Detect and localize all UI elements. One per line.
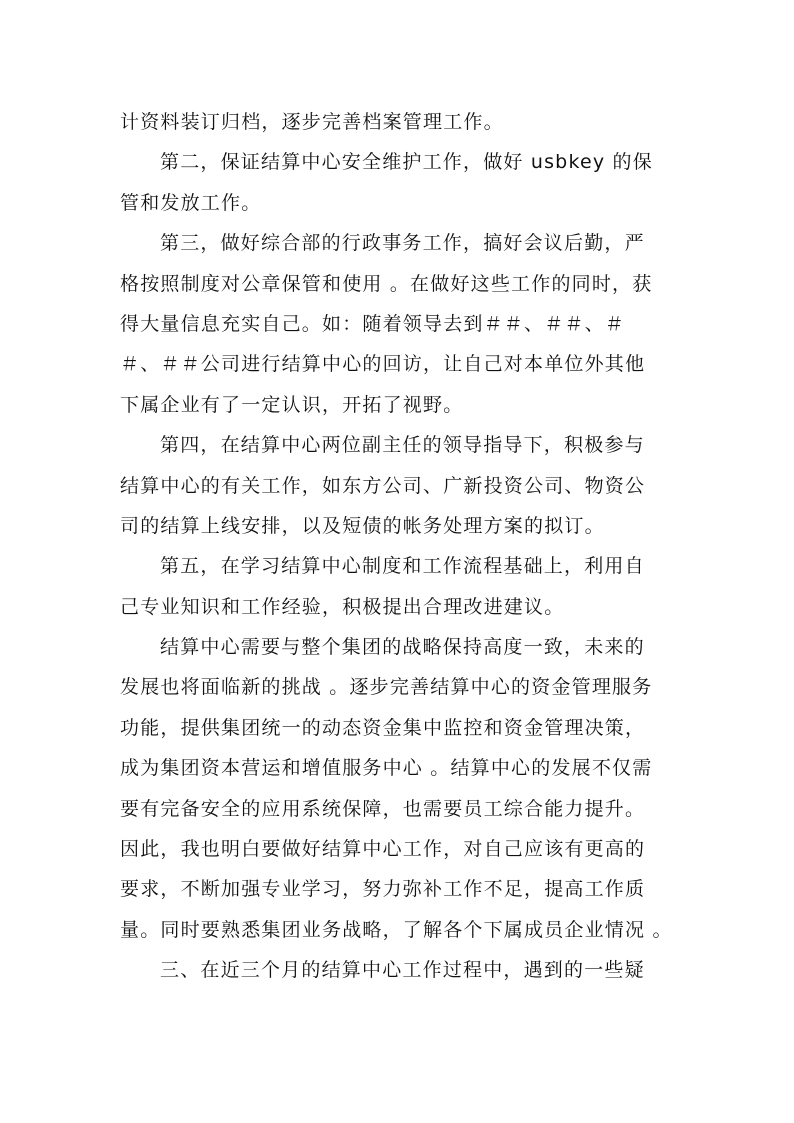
text-line: 要求，不断加强专业学习，努力弥补工作不足，提高工作质 xyxy=(120,878,646,901)
text-line: 量。同时要熟悉集团业务战略，了解各个下属成员企业情况 。 xyxy=(120,918,673,941)
text-line: 成为集团资本营运和增值服务中心 。结算中心的发展不仅需 xyxy=(120,757,653,780)
text-line: 三、在近三个月的结算中心工作过程中，遇到的一些疑 xyxy=(160,959,645,982)
text-line: ＃、＃＃公司进行结算中心的回访，让自己对本单位外其他 xyxy=(120,353,646,376)
text-line: 第二，保证结算中心安全维护工作，做好 usbkey 的保 xyxy=(160,151,653,174)
text-line: 格按照制度对公章保管和使用 。在做好这些工作的同时，获 xyxy=(120,272,653,295)
text-line: 第五，在学习结算中心制度和工作流程基础上，利用自 xyxy=(160,555,645,578)
text-line: 要有完备安全的应用系统保障，也需要员工综合能力提升。 xyxy=(120,797,646,820)
text-line: 下属企业有了一定认识，开拓了视野。 xyxy=(120,393,464,416)
text-line: 结算中心的有关工作，如东方公司、广新投资公司、物资公 xyxy=(120,474,646,497)
text-line: 功能，提供集团统一的动态资金集中监控和资金管理决策， xyxy=(120,716,646,739)
text-line: 结算中心需要与整个集团的战略保持高度一致，未来的 xyxy=(160,636,645,659)
text-line: 第四，在结算中心两位副主任的领导指导下，积极参与 xyxy=(160,434,645,457)
text-line: 第三，做好综合部的行政事务工作，搞好会议后勤，严 xyxy=(160,232,645,255)
text-line: 发展也将面临新的挑战 。逐步完善结算中心的资金管理服务 xyxy=(120,676,653,699)
text-line: 得大量信息充实自己。如：随着领导去到＃＃、＃＃、＃ xyxy=(120,312,626,335)
text-line: 管和发放工作。 xyxy=(120,191,262,214)
text-line: 己专业知识和工作经验，积极提出合理改进建议。 xyxy=(120,595,565,618)
text-line: 司的结算上线安排，以及短债的帐务处理方案的拟订。 xyxy=(120,514,605,537)
document-body xyxy=(120,102,680,991)
text-line: 因此，我也明白要做好结算中心工作，对自己应该有更高的 xyxy=(120,838,646,861)
text-line: 计资料装订归档，逐步完善档案管理工作。 xyxy=(120,111,504,133)
